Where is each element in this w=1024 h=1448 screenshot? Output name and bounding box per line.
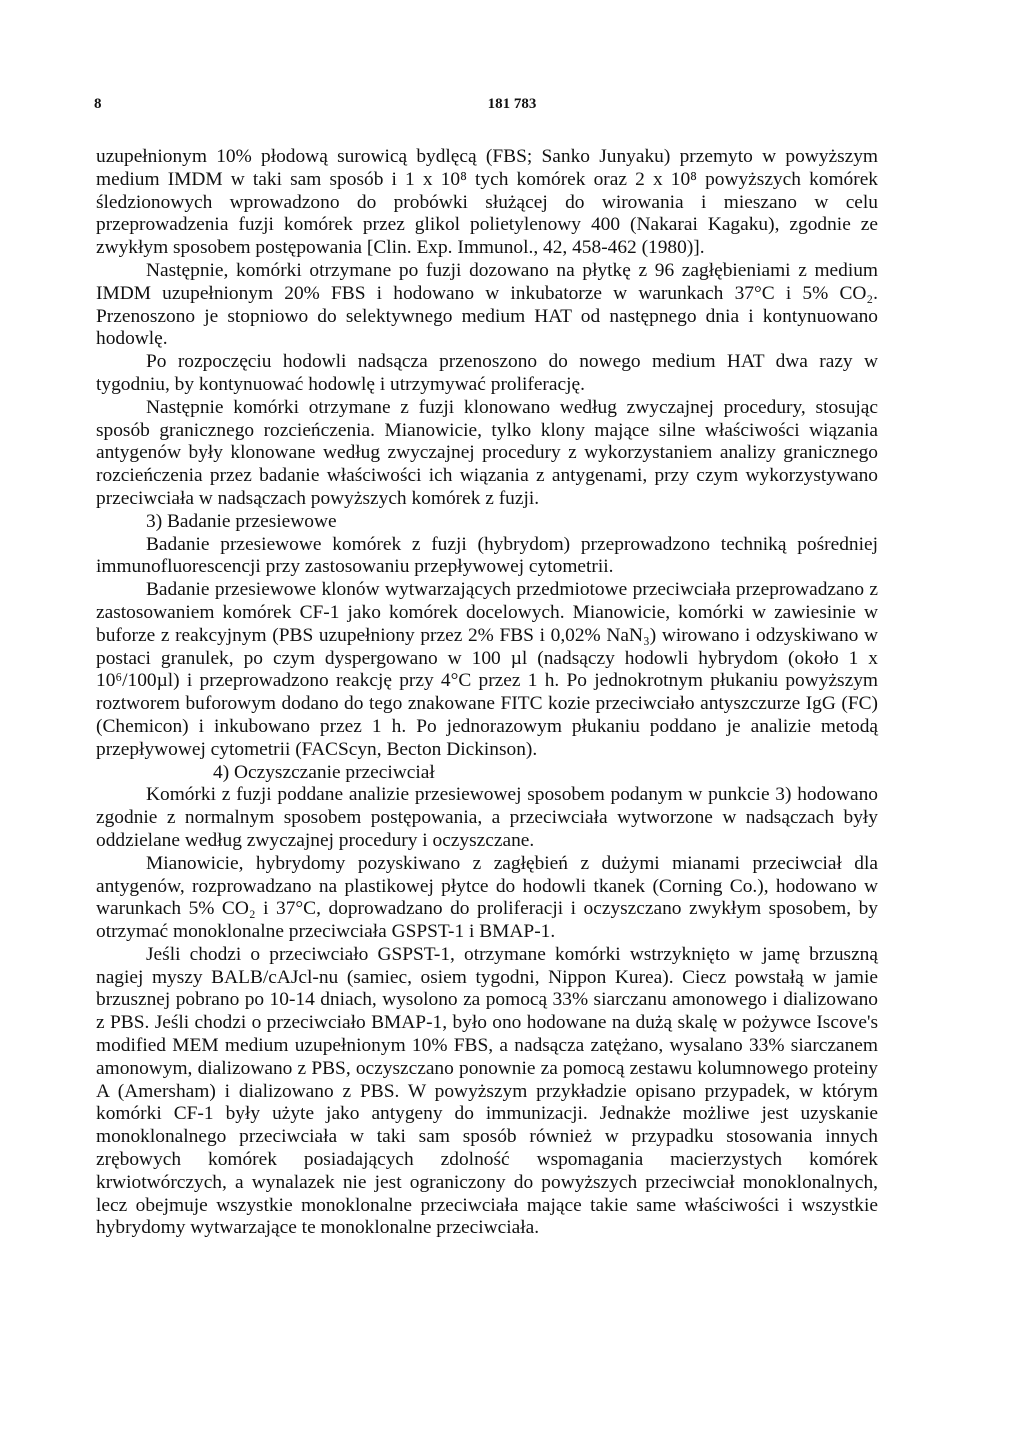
body-text [96,146,878,1240]
paragraph: uzupełnionym 10% płodową surowicą bydlęcą (FBS; Sanko Junyaku) przemyto w powyższym medium IMDM w taki sam sposób i 1 x 10⁸ tych komórek oraz 2 x 10⁸ powyższych komórek śledzionowych wprowadzono do probówki służącej do wirowania i mieszano w celu przeprowadzenia fuzji komórek przez glikol polietylenowy 400 (Nakarai Kagaku), zgodnie ze zwykłym sposobem postępowania [Clin. Exp. Immunol., 42, 458-462 (1980)]. [96,146,878,259]
paragraph: Komórki z fuzji poddane analizie przesiewowej sposobem podanym w punkcie 3) hodowano zgodnie z normalnym sposobem postępowania, a przeciwciała wytworzone w nadsączach były oddzielane według zwyczajnej procedury i oczyszczane. [96,784,878,851]
paragraph: Następnie komórki otrzymane z fuzji klonowano według zwyczajnej procedury, stosując sposób granicznego rozcieńczenia. Mianowicie, tylko klony mające silne właściwości wiązania antygenów były klonowane według zwyczajnej procedury z wykorzystaniem analizy granicznego rozcieńczenia przez badanie właściwości ich wiązania z antygenami, przy czym wykorzystywano przeciwciała w nadsączach powyższych komórek z fuzji. [96,396,878,509]
paragraph: Po rozpoczęciu hodowli nadsącza przenoszono do nowego medium HAT dwa razy w tygodniu, by kontynuować hodowlę i utrzymywać proliferację. [96,351,878,395]
paragraph: Badanie przesiewowe klonów wytwarzających przedmiotowe przeciwciała przeprowadzano z zastosowaniem komórek CF-1 jako komórek docelowych. Mianowicie, komórki w zawiesinie w buforze z reakcyjnym (PBS uzupełniony przez 2% FBS i 0,02% NaN₃) wirowano i odzyskiwano w postaci granulek, po czym dyspergowano w 100 µl (nadsączy hodowli hybrydom (około 1 x 10⁶/100µl) i przeprowadzono reakcję przy 4°C przez 1 h. Po jednokrotnym płukaniu powyższym roztworem buforowym dodano do tego znakowane FITC kozie przeciwciało antyszczurze IgG (FC) (Chemicon) i inkubowano przez 1 h. Po jednorazowym płukaniu poddano je analizie metodą przepływowej cytometrii (FACScyn, Becton Dickinson). [96,579,878,760]
paragraph: Jeśli chodzi o przeciwciało GSPST-1, otrzymane komórki wstrzyknięto w jamę brzuszną nagiej myszy BALB/cAJcl-nu (samiec, osiem tygodni, Nippon Kurea). Ciecz powstałą w jamie brzusznej pobrano po 10-14 dniach, wysolono za pomocą 33% siarczanu amonowego i dializowano z PBS. Jeśli chodzi o przeciwciało BMAP-1, było ono hodowane na dużą skalę w pożywce Iscove's modified MEM medium uzupełnionym 10% FBS, a nadsącza zatężano, wysalano 33% siarczanem amonowym, dializowano z PBS, oczyszczano ponownie za pomocą zestawu kolumnowego proteiny A (Amersham) i dializowano z PBS. W powyższym przykładzie opisano przypadek, w którym komórki CF-1 były użyte jako antygeny do immunizacji. Jednakże możliwe jest uzyskanie monoklonalnego przeciwciała w taki sam sposób również w przypadku stosowania innych zrębowych komórek posiadających zdolność wspomagania macierzystych komórek krwiotwórczych, a wynalazek nie jest ograniczony do powyższych przeciwciał monoklonalnych, lecz obejmuje wszystkie monoklonalne przeciwciała mające takie same właściwości i wszystkie hybrydomy wytwarzające te monoklonalne przeciwciała. [96,943,878,1239]
paragraph: Badanie przesiewowe komórek z fuzji (hybrydom) przeprowadzono techniką pośredniej immunofluorescencji przy zastosowaniu przepływowej cytometrii. [96,533,878,578]
paragraph: Mianowicie, hybrydomy pozyskiwano z zagłębień z dużymi mianami przeciwciał dla antygenów, rozprowadzano na plastikowej płytce do hodowli tkanek (Corning Co.), hodowano w warunkach 5% CO₂ i 37°C, doprowadzano do proliferacji i oczyszczano zwykłym sposobem, by otrzymać monoklonalne przeciwciała GSPST-1 i BMAP-1. [96,852,878,943]
section-heading: 4) Oczyszczanie przeciwciał [213,761,435,783]
page-number: 8 [94,96,102,112]
page-header [94,96,930,120]
section-heading: 3) Badanie przesiewowe [146,510,337,532]
paragraph: Następnie, komórki otrzymane po fuzji dozowano na płytkę z 96 zagłębieniami z medium IMDM uzupełnionym 20% FBS i hodowano w inkubatorze w warunkach 37°C i 5% CO₂. Przenoszono je stopniowo do selektywnego medium HAT od następnego dnia i kontynuowano hodowlę. [96,259,878,350]
document-number: 181 783 [487,96,537,112]
